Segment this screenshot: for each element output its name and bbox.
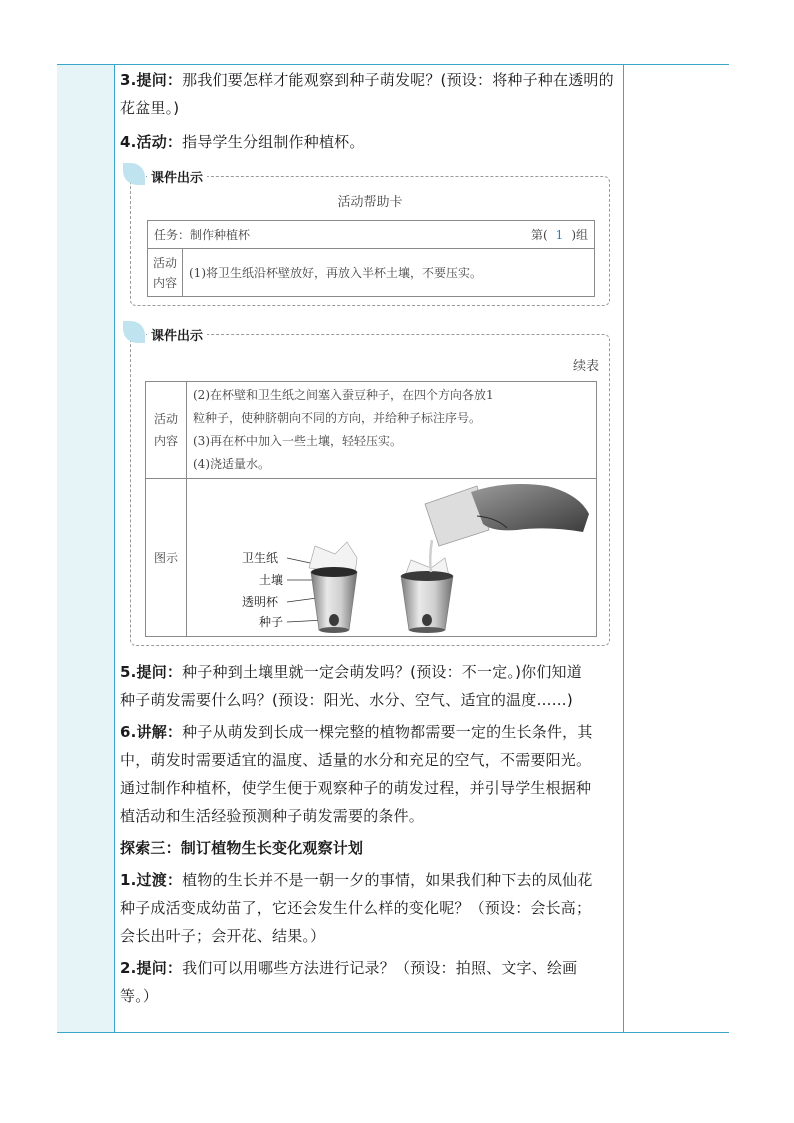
label-seed: 种子 xyxy=(259,614,284,629)
para-lead: 3.提问： xyxy=(120,71,183,89)
planting-cup-illustration xyxy=(187,480,595,636)
help-card-table-continued xyxy=(145,381,597,637)
para-text: 指导学生分组制作种植杯。 xyxy=(182,133,365,151)
main-content xyxy=(120,64,620,1010)
para-transition-1: 1.过渡：植物的生长并不是一朝一夕的事情，如果我们种下去的凤仙花 种子成活变成幼苗了，它还会发生什么样的变化呢？（预设：会长高； 会长出叶子；会开花、结果。） xyxy=(120,871,593,945)
courseware-box-1 xyxy=(130,171,610,306)
para-lead: 5.提问： xyxy=(120,663,183,681)
para-question-3 xyxy=(120,66,620,122)
para-lead: 4.活动： xyxy=(120,133,183,151)
group-number: 1 xyxy=(555,228,564,242)
content-label-cell: 活动 内容 xyxy=(146,382,187,479)
task-text: 任务：制作种植杯 xyxy=(154,228,251,242)
label-soil: 土壤 xyxy=(259,572,284,587)
leaf-icon xyxy=(123,321,145,343)
para-activity-4 xyxy=(120,128,620,156)
group-field: 第( 1 )组 xyxy=(530,228,588,242)
para-question-2: 2.提问：我们可以用哪些方法进行记录？（预设：拍照、文字、绘画 等。） xyxy=(120,959,578,1005)
right-divider xyxy=(623,64,624,1033)
section-title: 探索三：制订植物生长变化观察计划 xyxy=(120,839,364,857)
left-divider xyxy=(114,64,115,1033)
para-text: 那我们要怎样才能观察到种子萌发呢？(预设：将种子种在透明的花盆里。) xyxy=(120,71,614,117)
diagram-cell xyxy=(187,479,597,637)
card-title: 活动帮助卡 xyxy=(337,195,403,210)
para-lead: 2.提问： xyxy=(120,959,183,977)
bottom-rule xyxy=(57,1032,729,1033)
para-lead: 6.讲解： xyxy=(120,723,183,741)
continued-label: 续表 xyxy=(572,359,599,374)
courseware-label: 课件出示 xyxy=(147,167,207,186)
step-2b: 粒种子，使种脐朝向不同的方向，并给种子标注序号。 xyxy=(193,411,482,425)
label-tissue: 卫生纸 xyxy=(242,550,279,565)
task-row xyxy=(148,221,595,249)
courseware-label: 课件出示 xyxy=(147,325,207,344)
cup-with-tissue xyxy=(309,542,357,633)
content-steps-cell xyxy=(187,382,597,479)
para-explain-6: 6.讲解：种子从萌发到长成一棵完整的植物都需要一定的生长条件，其 中，萌发时需要适宜的温度、适量的水分和充足的空气，不需要阳光。 通过制作种植杯，使学生便于观察种子的萌发过程，并引导学生根据种 植活动和生活经验预测种子萌发需要的条件。 xyxy=(120,723,593,825)
help-card-table xyxy=(147,220,595,297)
step-3: (3)再在杯中加入一些土壤，轻轻压实。 xyxy=(193,434,402,448)
para-lead: 1.过渡： xyxy=(120,871,183,889)
left-column-shade xyxy=(57,64,114,1033)
cup-being-watered xyxy=(401,540,453,633)
diagram-label-cell: 图示 xyxy=(146,479,187,637)
pouring-hand xyxy=(425,484,589,546)
step-4: (4)浇适量水。 xyxy=(193,457,270,471)
courseware-box-2 xyxy=(130,329,610,646)
content-text-cell: (1)将卫生纸沿杯壁放好，再放入半杯土壤，不要压实。 xyxy=(183,249,595,297)
step-2a: (2)在杯壁和卫生纸之间塞入蚕豆种子，在四个方向各放1 xyxy=(193,388,494,402)
label-cup: 透明杯 xyxy=(242,594,279,609)
para-question-5: 5.提问：种子种到土壤里就一定会萌发吗？(预设：不一定。)你们知道 种子萌发需要什么吗？(预设：阳光、水分、空气、适宜的温度……) xyxy=(120,663,582,709)
content-label-cell: 活动 内容 xyxy=(148,249,183,297)
leaf-icon xyxy=(123,163,145,185)
